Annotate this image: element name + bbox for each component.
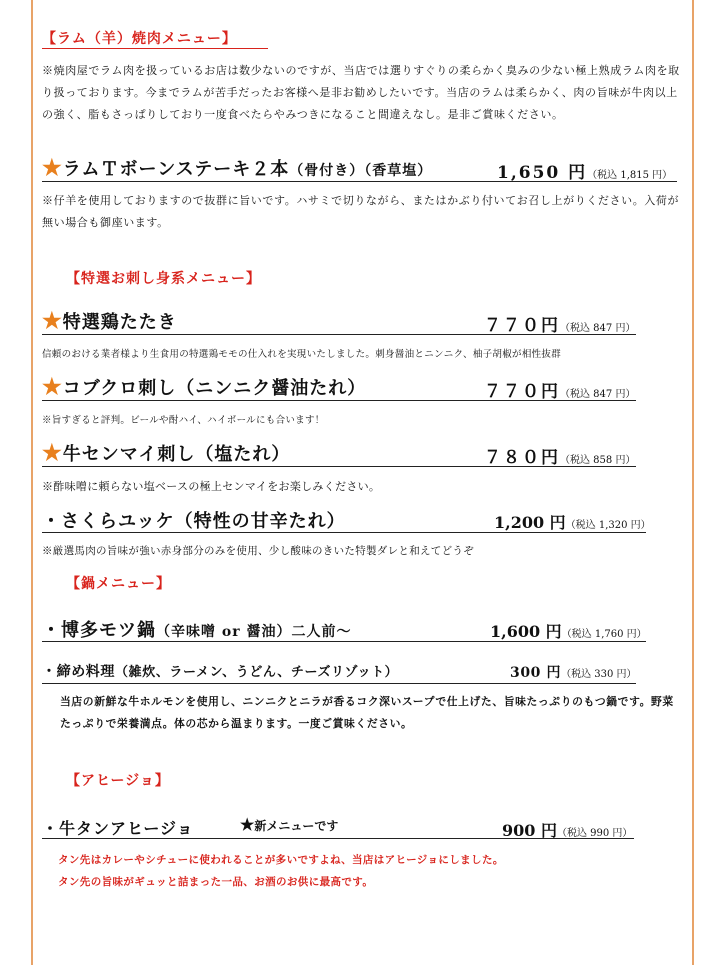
item-note: ※酢味噌に頼らない塩ベースの極上センマイをお楽しみください。 [42,480,381,493]
item-underline [42,641,646,642]
item-price [484,377,635,402]
item-name: ラムＴボーンステーキ２本 [62,159,290,180]
menu-item-motsunabe [42,616,351,642]
badge-text: 新メニューです [254,819,339,833]
price-value: 900 円 [502,821,557,840]
section-underline [42,48,268,49]
price-value: 1,600 円 [490,622,562,641]
price-tax: （税込 1,815 円） [587,170,673,181]
ajillo-note-2: タン先の旨味がギュッと詰まった一品、お酒のお供に最高です。 [58,876,374,888]
price-value: ７８０円 [484,448,560,468]
item-name: 牛タンアヒージョ [59,819,194,838]
bullet: ・ [42,511,61,532]
item-sub: （辛味噌 or 醤油）二人前～ [156,624,352,640]
item-underline [42,532,646,533]
item-price [484,311,635,336]
item-note: ※旨すぎると評判。ビールや酎ハイ、ハイボールにも合います！ [42,415,325,426]
menu-item-gyutan-ajillo [42,816,194,839]
menu-item-kobukuro [42,374,366,400]
price-value: ７７０円 [484,316,560,336]
item-sub: （骨付き）（香草塩） [289,163,433,179]
menu-item-shime [42,661,398,681]
ajillo-note-1: タン先はカレーやシチューに使われることが多いですよね、当店はアヒージョにしました。 [58,854,504,866]
star-icon: ★ [42,155,63,181]
item-name: 特選鶏たたき [62,312,177,333]
item-underline [42,400,636,401]
item-underline [42,838,634,839]
menu-item-senmai [42,440,290,466]
item-note: ※厳選馬肉の旨味が強い赤身部分のみを使用、少し酸味のきいた特製ダレと和えてどうぞ [42,545,474,557]
price-value: 1,200 円 [494,513,566,532]
item-sub: （雑炊、ラーメン、うどん、チーズリゾット） [115,665,399,680]
item-name: 博多モツ鍋 [61,620,156,641]
price-tax: （税込 1,320 円） [565,520,651,531]
item-note: 信頼のおける業者様より生食用の特選鶏モモの仕入れを実現いたしました。刺身醤油とニンニク、柚子胡椒が相性抜群 [42,349,562,360]
item-underline [42,181,677,182]
menu-item-chicken-tataki [42,308,177,334]
star-icon: ★ [42,308,63,334]
star-icon: ★ [240,815,255,834]
item-name: 締め料理 [56,664,116,680]
item-price [497,158,672,183]
item-price [510,662,637,682]
item-underline [42,683,636,684]
price-tax: （税込 858 円） [560,455,636,466]
menu-item-sakura-yukke [42,507,346,533]
price-tax: （税込 330 円） [561,669,637,680]
price-value: ７７０円 [484,382,560,402]
section-header-lamb: 【ラム（羊）焼肉メニュー】 [42,31,237,47]
star-icon: ★ [42,440,63,466]
item-price [494,510,651,533]
bullet: ・ [42,819,60,838]
section-header-ajillo: 【アヒージョ】 [66,773,170,789]
item-name: さくらユッケ（特性の甘辛たれ） [61,511,346,532]
bullet: ・ [42,620,61,641]
item-name: コブクロ刺し（ニンニク醤油たれ） [62,378,367,399]
bullet: ・ [42,664,57,680]
item-underline [42,466,636,467]
price-value: 300 円 [510,665,562,681]
item-price [490,619,647,642]
item-price [484,443,635,468]
nabe-description: 当店の新鮮な牛ホルモンを使用し、ニンニクとニラが香るコク深いスープで仕上げた、旨味たっぷりのもつ鍋です。野菜たっぷりで栄養満点。体の芯から温まります。一度ご賞味ください。 [60,695,674,730]
item-name: 牛センマイ刺し（塩たれ） [62,444,291,465]
price-tax: （税込 847 円） [560,389,636,400]
item-note: ※仔羊を使用しておりますので抜群に旨いです。ハサミで切りながら、またはかぶり付いてお召し上がりください。入荷が無い場合も御座います。 [42,194,680,229]
price-tax: （税込 847 円） [560,323,636,334]
price-tax: （税込 990 円） [556,828,633,839]
new-menu-badge [240,815,338,834]
price-value: 1,650 円 [497,163,588,183]
menu-item-lamb-tbone [42,155,432,181]
price-tax: （税込 1,760 円） [561,629,647,640]
section-header-nabe: 【鍋メニュー】 [66,576,171,592]
item-underline [42,334,636,335]
star-icon: ★ [42,374,63,400]
lamb-intro: ※焼肉屋でラム肉を扱っているお店は数少ないのですが、当店では選りすぐりの柔らかく臭みの少ない極上熟成ラム肉を取り扱っております。今までラムが苦手だったお客様へ是非お勧めしたいです。当店のラムは柔らかく、肉の旨味が牛肉以上の強く、脂もさっぱりしており一度食べたらやみつきになること間違えなし。是非ご賞味ください。 [42,64,680,121]
section-header-sashimi: 【特選お刺し身系メニュー】 [66,271,261,287]
